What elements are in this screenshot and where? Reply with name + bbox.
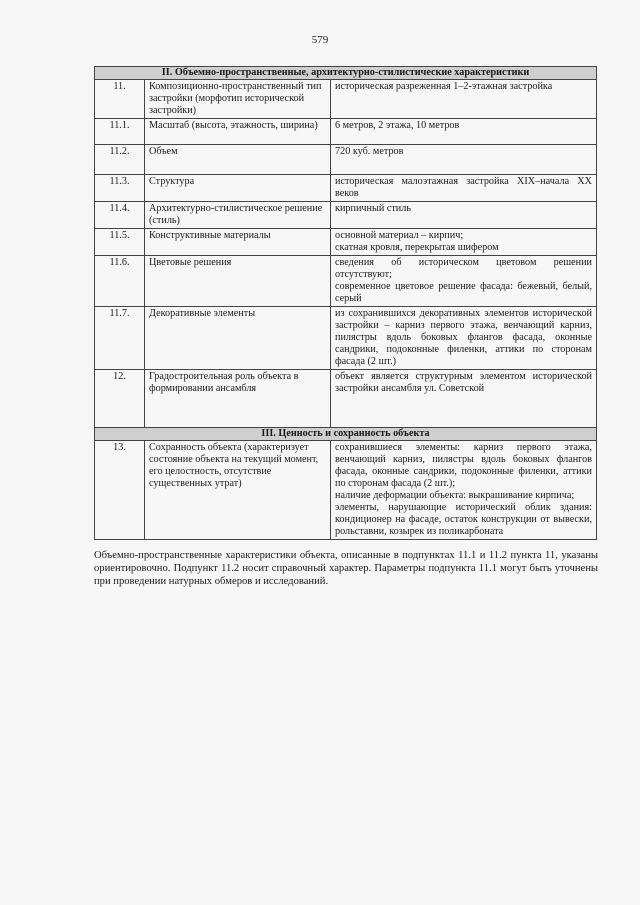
value-line: современное цветовое решение фасада: бежевый, белый, серый — [335, 281, 592, 304]
row-name: Структура — [145, 175, 331, 202]
row-value — [331, 119, 597, 145]
table-row — [95, 175, 597, 202]
row-name: Сохранность объекта (характеризует состояние объекта на текущий момент, его целостность, отсутствие существенных утрат) — [145, 441, 331, 540]
row-value — [331, 256, 597, 307]
row-number: 11.1. — [95, 119, 145, 145]
value-line: историческая разреженная 1–2-этажная застройка — [335, 81, 553, 92]
table-row — [95, 370, 597, 428]
value-line: 720 куб. метров — [335, 146, 404, 157]
row-number: 11.4. — [95, 202, 145, 229]
table-row — [95, 119, 597, 145]
row-name: Декоративные элементы — [145, 307, 331, 370]
row-name: Объем — [145, 145, 331, 175]
row-name: Цветовые решения — [145, 256, 331, 307]
row-number: 11. — [95, 80, 145, 119]
section-2-title: II. Объемно-пространственные, архитектурно-стилистические характеристики — [95, 67, 597, 80]
table-row — [95, 145, 597, 175]
row-value — [331, 175, 597, 202]
value-line: сохранившиеся элементы: карниз первого этажа, венчающий карниз, пилястры вдоль боковых флангов фасада, оконные сандрики, подоконные филенки, аттики по сторонам фасада (2 шт.); — [335, 442, 592, 489]
value-line: скатная кровля, перекрытая шифером — [335, 242, 499, 253]
row-number: 13. — [95, 441, 145, 540]
row-name: Конструктивные материалы — [145, 229, 331, 256]
row-value — [331, 370, 597, 428]
value-line: элементы, нарушающие исторический облик здания: кондиционер на фасаде, остаток конструкции от вывески, рольставни, козырек из поликарбоната — [335, 502, 592, 537]
row-name: Масштаб (высота, этажность, ширина) — [145, 119, 331, 145]
table-row — [95, 441, 597, 540]
value-line: сведения об историческом цветовом решении отсутствуют; — [335, 257, 592, 280]
value-line: из сохранившихся декоративных элементов исторической застройки – карниз первого этажа, венчающий карниз, пилястры вдоль боковых флангов фасада, оконные сандрики, подоконные филенки, аттики по сторонам фасада (2 шт.) — [335, 308, 592, 367]
value-line: историческая малоэтажная застройка XIX–начала XX веков — [335, 176, 592, 199]
value-line: объект является структурным элементом исторической застройки ансамбля ул. Советской — [335, 371, 592, 394]
value-line: основной материал – кирпич; — [335, 230, 464, 241]
section-3-title: III. Ценность и сохранность объекта — [95, 428, 597, 441]
table-row — [95, 202, 597, 229]
row-value — [331, 229, 597, 256]
table-row — [95, 80, 597, 119]
table-row — [95, 229, 597, 256]
row-name: Композиционно-пространственный тип застройки (морфотип исторической застройки) — [145, 80, 331, 119]
row-value — [331, 145, 597, 175]
table-row — [95, 307, 597, 370]
row-number: 11.6. — [95, 256, 145, 307]
row-number: 12. — [95, 370, 145, 428]
row-name: Градостроительная роль объекта в формировании ансамбля — [145, 370, 331, 428]
value-line: наличие деформации объекта: выкрашивание кирпича; — [335, 490, 575, 501]
section-header-row — [95, 67, 597, 80]
characteristics-table — [94, 66, 597, 540]
table-row — [95, 256, 597, 307]
row-value — [331, 202, 597, 229]
section-header-row — [95, 428, 597, 441]
row-value — [331, 307, 597, 370]
row-number: 11.5. — [95, 229, 145, 256]
row-name: Архитектурно-стилистическое решение (стиль) — [145, 202, 331, 229]
value-line: 6 метров, 2 этажа, 10 метров — [335, 120, 460, 131]
row-number: 11.7. — [95, 307, 145, 370]
row-number: 11.3. — [95, 175, 145, 202]
footnote-paragraph: Объемно-пространственные характеристики объекта, описанные в подпунктах 11.1 и 11.2 пункта 11, указаны ориентировочно. Подпункт 11.2 носит справочный характер. Параметры подпункта 11.1 могут быть уточнены при проведении натурных обмеров и исследований. — [94, 550, 598, 587]
row-number: 11.2. — [95, 145, 145, 175]
row-value — [331, 441, 597, 540]
page-number: 579 — [311, 34, 329, 46]
row-value — [331, 80, 597, 119]
value-line: кирпичный стиль — [335, 203, 411, 214]
